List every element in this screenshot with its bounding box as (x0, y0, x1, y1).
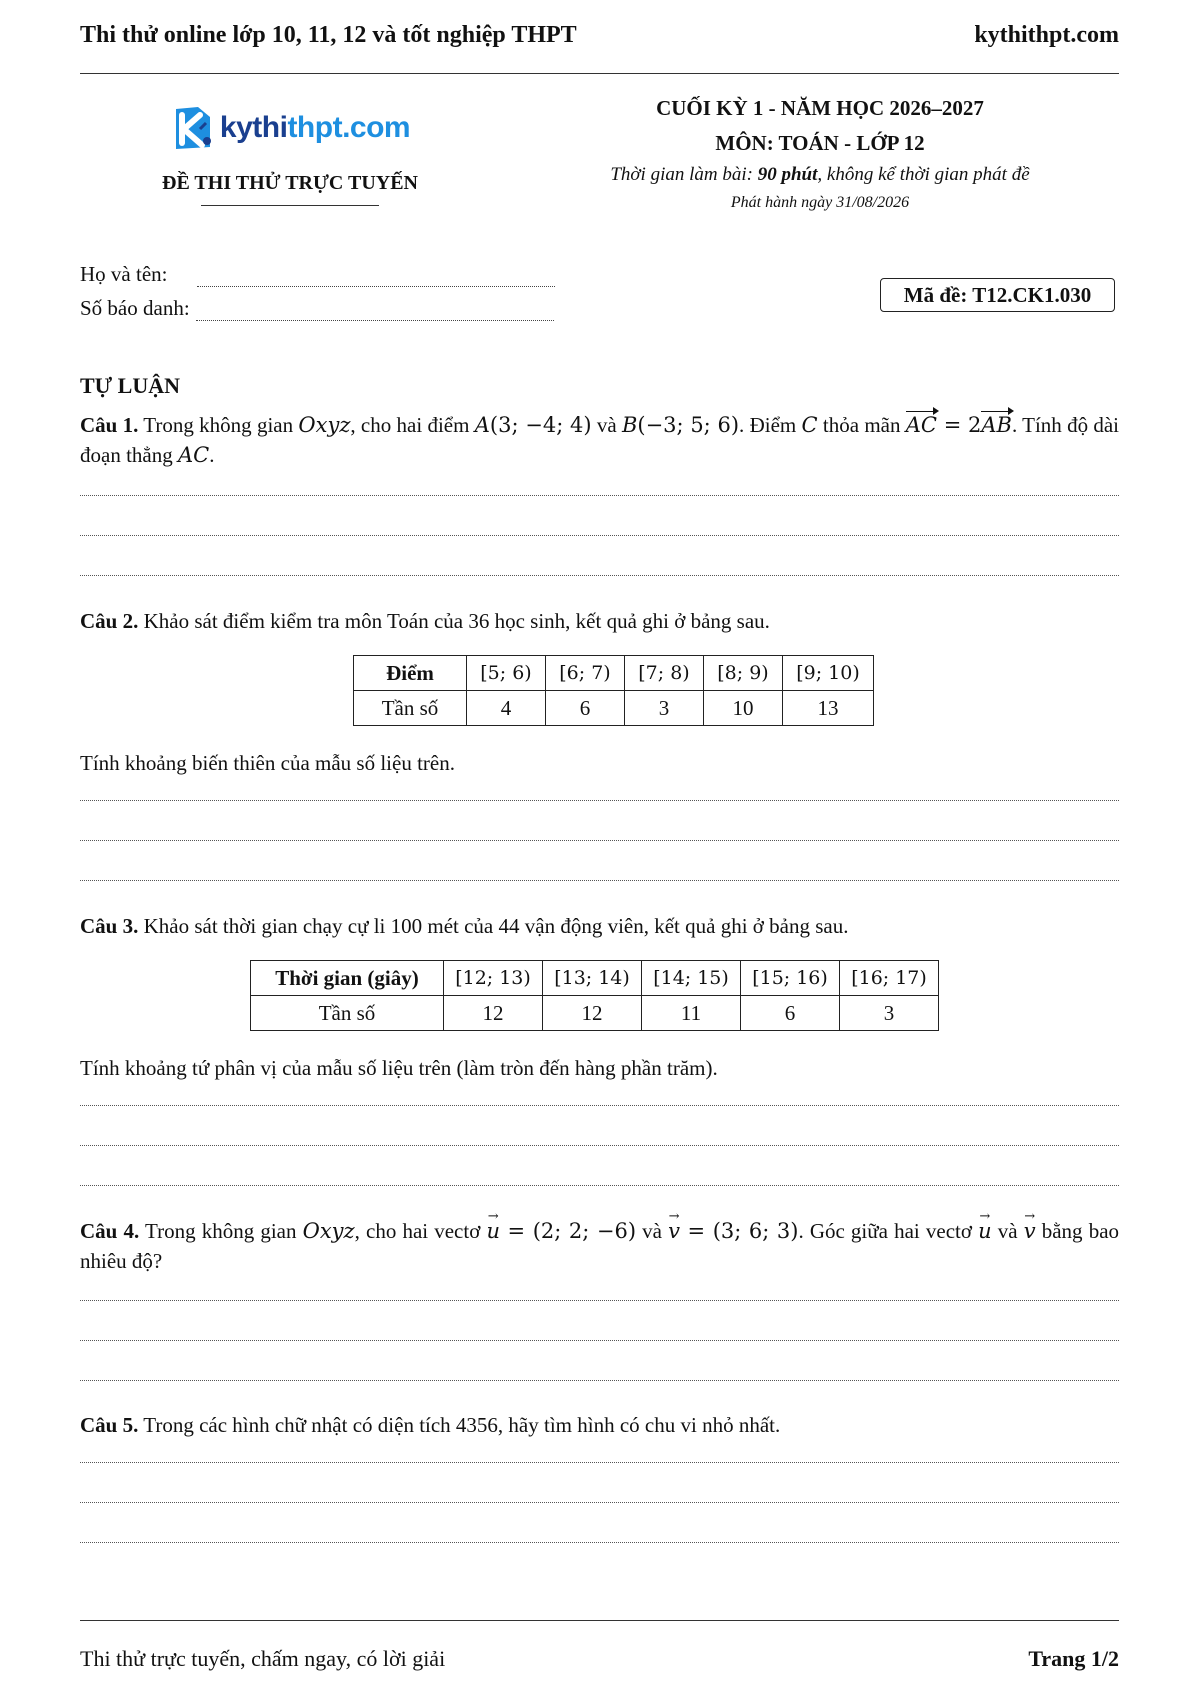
answer-line[interactable] (80, 1185, 1119, 1186)
question-3-ask: Tính khoảng tứ phân vị của mẫu số liệu trên (làm tròn đến hàng phần trăm). (80, 1056, 718, 1080)
answer-line[interactable] (80, 800, 1119, 801)
logo-mark-icon (170, 103, 216, 153)
interval-cell: [12; 13) (444, 961, 543, 996)
footer-tagline: Thi thử trực tuyến, chấm ngay, có lời giải (80, 1646, 446, 1671)
subtitle-underline (201, 205, 379, 206)
answer-line[interactable] (80, 575, 1119, 576)
answer-line[interactable] (80, 1300, 1119, 1301)
interval-cell: [7; 8) (625, 656, 704, 691)
answer-line[interactable] (80, 1462, 1119, 1463)
frequency-label-cell: Tần số (354, 691, 467, 726)
frequency-cell: 10 (704, 691, 783, 726)
frequency-cell: 6 (741, 996, 840, 1031)
student-id-label: Số báo danh: (80, 296, 190, 320)
interval-cell: [5; 6) (467, 656, 546, 691)
answer-line[interactable] (80, 880, 1119, 881)
question-5: Câu 5. Trong các hình chữ nhật có diện tích 4356, hãy tìm hình có chu vi nhỏ nhất. (80, 1413, 781, 1437)
interval-cell: [6; 7) (546, 656, 625, 691)
frequency-cell: 4 (467, 691, 546, 726)
answer-line[interactable] (80, 1380, 1119, 1381)
frequency-cell: 11 (642, 996, 741, 1031)
question-4: Câu 4. Trong không gian Oxyz, cho hai vectơ → u = (2; 2; −6) và → v = (3; 6; 3). Góc giữa hai vectơ → u và → v bằng bao nhiêu độ? (80, 1216, 1119, 1276)
frequency-cell: 6 (546, 691, 625, 726)
student-id-blank[interactable] (196, 302, 554, 321)
page-number: Trang 1/2 (1028, 1646, 1119, 1671)
student-id-field[interactable] (80, 296, 554, 321)
exam-code-box: Mã đề: T12.CK1.030 (880, 278, 1115, 312)
frequency-cell: 3 (840, 996, 939, 1031)
answer-line[interactable] (80, 495, 1119, 496)
section-title: TỰ LUẬN (80, 373, 181, 398)
question-3: Câu 3. Khảo sát thời gian chạy cự li 100 mét của 44 vận động viên, kết quả ghi ở bảng sau. (80, 914, 849, 938)
logo-block (120, 100, 460, 206)
footer-divider (80, 1620, 1119, 1621)
top-header (80, 22, 1119, 49)
table-header-cell: Thời gian (giây) (251, 961, 444, 996)
question-1: Câu 1. Trong không gian Oxyz, cho hai điểm A(3; −4; 4) và B(−3; 5; 6). Điểm C thỏa mãn AC = 2AB. Tính độ dài đoạn thẳng AC. (80, 413, 1120, 467)
answer-line[interactable] (80, 535, 1119, 536)
student-name-blank[interactable] (197, 268, 555, 287)
answer-line[interactable] (80, 1502, 1119, 1503)
logo (120, 100, 460, 156)
logo-text: kythithpt.com (219, 111, 411, 144)
frequency-cell: 12 (444, 996, 543, 1031)
exam-term: CUỐI KỲ 1 - NĂM HỌC 2026–2027 (656, 96, 984, 120)
frequency-cell: 12 (543, 996, 642, 1031)
interval-cell: [15; 16) (741, 961, 840, 996)
answer-line[interactable] (80, 1340, 1119, 1341)
interval-cell: [8; 9) (704, 656, 783, 691)
answer-line[interactable] (80, 1542, 1119, 1543)
interval-cell: [16; 17) (840, 961, 939, 996)
frequency-table-q2 (353, 655, 874, 726)
exam-subject: MÔN: TOÁN - LỚP 12 (715, 131, 925, 155)
header-divider (80, 73, 1119, 74)
answer-line[interactable] (80, 1145, 1119, 1146)
frequency-cell: 3 (625, 691, 704, 726)
student-name-field[interactable] (80, 262, 555, 287)
question-2: Câu 2. Khảo sát điểm kiểm tra môn Toán của 36 học sinh, kết quả ghi ở bảng sau. (80, 609, 770, 633)
online-test-subtitle: ĐỀ THI THỬ TRỰC TUYẾN (162, 172, 418, 194)
exam-page (80, 0, 1119, 1684)
table-header-cell: Điểm (354, 656, 467, 691)
frequency-cell: 13 (783, 691, 874, 726)
interval-cell: [14; 15) (642, 961, 741, 996)
student-name-label: Họ và tên: (80, 262, 168, 286)
exam-duration: Thời gian làm bài: 90 phút, không kể thời gian phát đề (610, 164, 1030, 185)
header-left-text: Thi thử online lớp 10, 11, 12 và tốt nghiệp THPT (80, 22, 577, 48)
interval-cell: [13; 14) (543, 961, 642, 996)
answer-line[interactable] (80, 840, 1119, 841)
exam-release-date: Phát hành ngày 31/08/2026 (730, 194, 910, 211)
frequency-label-cell: Tần số (251, 996, 444, 1031)
answer-line[interactable] (80, 1105, 1119, 1106)
exam-info (560, 96, 1080, 212)
interval-cell: [9; 10) (783, 656, 874, 691)
frequency-table-q3 (250, 960, 939, 1031)
header-site-link[interactable]: kythithpt.com (974, 22, 1119, 48)
question-2-ask: Tính khoảng biến thiên của mẫu số liệu trên. (80, 751, 455, 775)
